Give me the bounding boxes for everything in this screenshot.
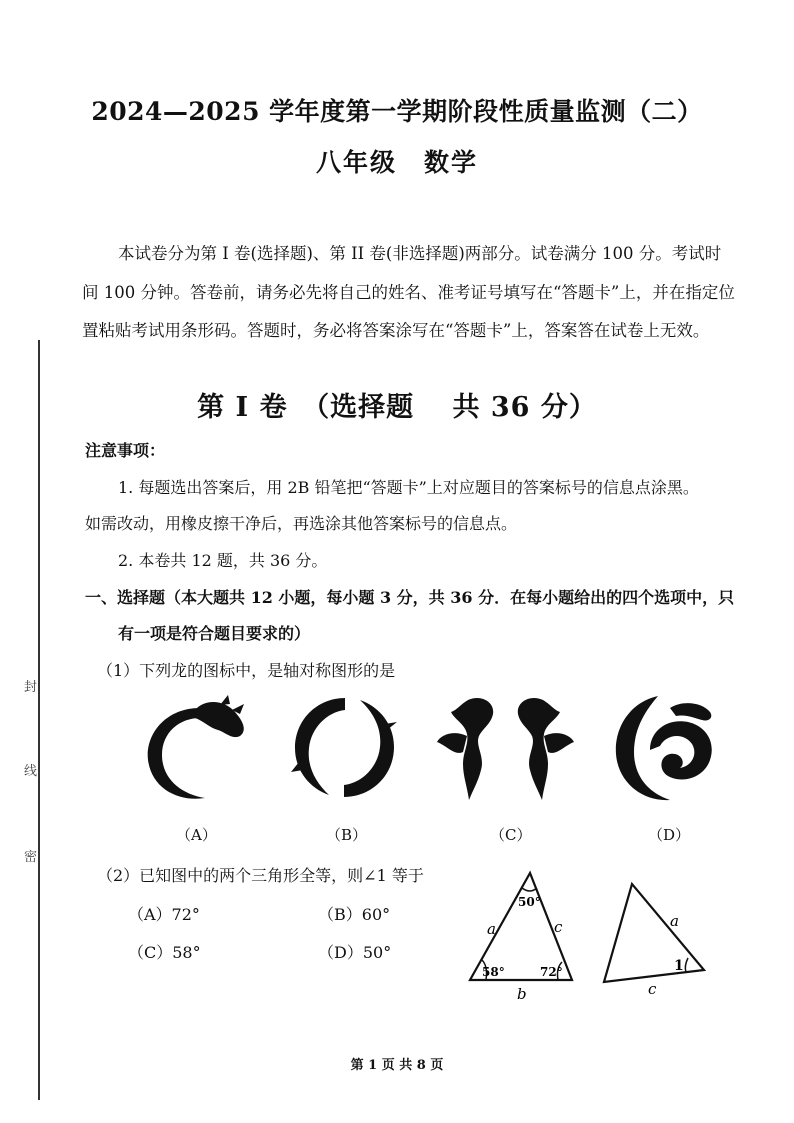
- q1-option-d: （D）: [648, 826, 691, 844]
- margin-char-mi: 密: [24, 850, 38, 865]
- question-1-stem: （1）下列龙的图标中，是轴对称图形的是: [97, 661, 396, 680]
- triangle-1-side-c: c: [554, 918, 563, 936]
- part1-heading-line-1: 一、选择题（本大题共 12 小题，每小题 3 分，共 36 分．在每小题给出的四个选项中，只: [85, 588, 735, 607]
- margin-char-feng: 封: [24, 680, 38, 695]
- triangle-1-diagram: [460, 868, 585, 1003]
- dragon-d-icon: [610, 690, 725, 805]
- binding-margin-line: [38, 340, 40, 1100]
- triangle-2-diagram: [600, 878, 718, 998]
- notes-heading: 注意事项：: [85, 441, 166, 460]
- margin-char-xian: 线: [24, 764, 38, 779]
- triangle-1-left-angle: 58°: [482, 965, 505, 979]
- q2-option-c: （C）58°: [128, 943, 201, 962]
- section-title: 第 I 卷 （选择题 共 36 分）: [197, 392, 597, 423]
- dragon-b-icon: [287, 690, 402, 805]
- q2-option-d: （D）50°: [318, 943, 392, 962]
- intro-line-1: 本试卷分为第 I 卷(选择题)、第 II 卷(非选择题)两部分。试卷满分 100 分。考试时: [118, 244, 722, 263]
- question-2-stem: （2）已知图中的两个三角形全等，则∠1 等于: [97, 866, 424, 885]
- dragon-c-icon: [433, 690, 578, 805]
- triangle-2-side-c: c: [648, 980, 657, 998]
- triangle-2-angle-1: 1: [674, 958, 684, 974]
- q2-option-b: （B）60°: [318, 905, 391, 924]
- triangle-1-side-b: b: [517, 985, 527, 1003]
- q1-option-b: （B）: [326, 826, 368, 844]
- triangle-2-side-a: a: [670, 912, 679, 930]
- note-item-1-line-1: 1. 每题选出答案后，用 2B 铅笔把“答题卡”上对应题目的答案标号的信息点涂黑。: [118, 478, 699, 497]
- note-item-1-line-2: 如需改动，用橡皮擦干净后，再选涂其他答案标号的信息点。: [85, 514, 518, 533]
- exam-subtitle: 八年级 数学: [315, 148, 478, 177]
- intro-line-3: 置粘贴考试用条形码。答题时，务必将答案涂写在“答题卡”上，答案答在试卷上无效。: [82, 321, 710, 340]
- triangle-1-right-angle: 72°: [540, 965, 563, 979]
- q1-option-c: （C）: [490, 826, 532, 844]
- triangle-1-side-a: a: [487, 920, 496, 938]
- part1-heading-line-2: 有一项是符合题目要求的）: [118, 624, 311, 643]
- exam-title: 2024—2025 学年度第一学期阶段性质量监测（二）: [91, 97, 703, 126]
- dragon-a-icon: [140, 690, 255, 805]
- q2-option-a: （A）72°: [128, 905, 200, 924]
- q1-option-a: （A）: [176, 826, 217, 844]
- triangle-1-top-angle: 50°: [518, 895, 541, 909]
- note-item-2: 2. 本卷共 12 题，共 36 分。: [118, 551, 328, 570]
- intro-line-2: 间 100 分钟。答卷前，请务必先将自己的姓名、准考证号填写在“答题卡”上，并在指定位: [82, 283, 735, 302]
- page-number: 第 1 页 共 8 页: [350, 1058, 444, 1073]
